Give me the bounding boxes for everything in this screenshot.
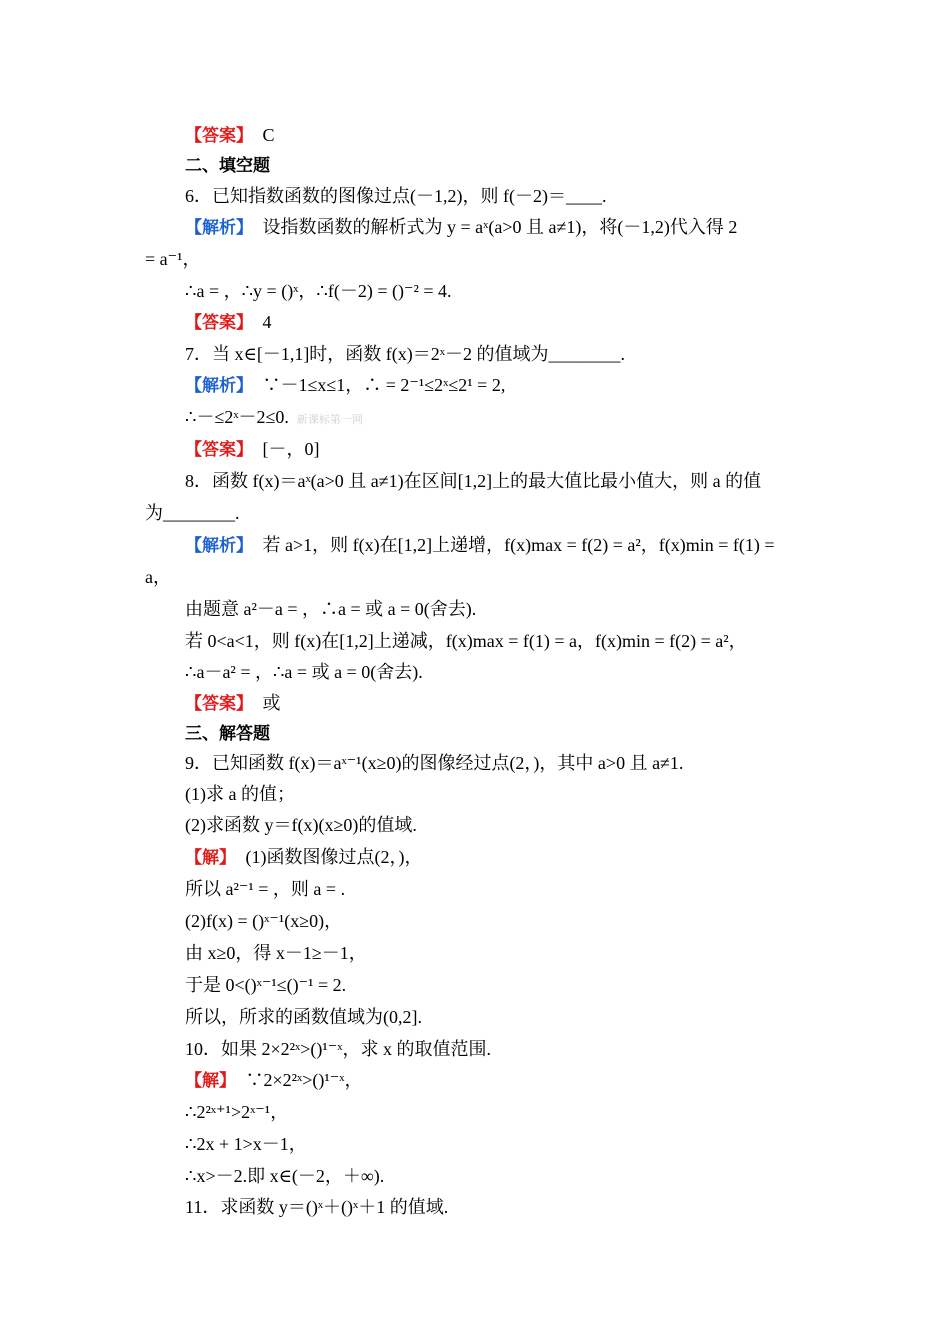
text-line	[185, 973, 950, 997]
line-text: ∴－≤2ˣ－2≤0.	[185, 407, 289, 427]
line-text: ∴a－a² = ，∴a = 或 a = 0(舍去).	[185, 662, 423, 682]
text-line	[185, 597, 950, 621]
text-line	[185, 909, 950, 933]
text-line	[185, 533, 950, 558]
text-line	[185, 279, 950, 303]
text-line	[185, 691, 950, 716]
analysis-tag: 【解析】	[185, 218, 245, 238]
section-heading: 三、解答题	[185, 724, 270, 744]
line-text: 由题意 a²－a = ，∴a = 或 a = 0(舍去).	[185, 599, 477, 619]
line-text: 为________.	[145, 503, 240, 523]
watermark: 新课标第一网	[296, 414, 363, 426]
text-line	[185, 941, 950, 965]
line-text: (1)函数图像过点(2，)，	[227, 847, 423, 867]
line-text: ∵－1≤x≤1，∴ = 2⁻¹≤2ˣ≤2¹ = 2,	[244, 375, 506, 395]
text-line	[185, 373, 950, 398]
answer-tag: 【解】	[185, 1071, 228, 1091]
section-heading: 二、填空题	[185, 156, 270, 176]
text-line	[185, 751, 950, 775]
line-text: 或	[244, 693, 281, 713]
text-line	[185, 629, 950, 653]
text-line	[185, 1195, 950, 1219]
text-line	[185, 1005, 950, 1029]
text-line	[185, 782, 950, 806]
line-text: C	[244, 125, 275, 145]
line-text: 所以，所求的函数值域为(0,2].	[185, 1007, 422, 1027]
analysis-tag: 【解析】	[185, 376, 245, 396]
analysis-tag: 【解析】	[185, 536, 245, 556]
text-line	[185, 813, 950, 837]
line-text: 11．求函数 y＝()ˣ＋()ˣ＋1 的值域.	[185, 1197, 449, 1217]
text-line	[185, 845, 950, 870]
line-text: 8．函数 f(x)＝aˣ(a>0 且 a≠1)在区间[1,2]上的最大值比最小值大，则 a 的值	[185, 471, 762, 491]
text-line	[185, 437, 950, 462]
line-text: ∴a = ，∴y = ()ˣ，∴f(－2) = ()⁻² = 4.	[185, 281, 452, 301]
text-line	[185, 1037, 950, 1061]
text-line	[185, 1164, 950, 1188]
line-text: a，	[145, 567, 171, 587]
line-text: 设指数函数的解析式为 y = aˣ(a>0 且 a≠1)，将(－1,2)代入得 2	[244, 217, 738, 237]
line-text: 4	[244, 312, 272, 332]
text-line	[185, 310, 950, 335]
line-text: ∴x>－2.即 x∈(－2，＋∞).	[185, 1166, 385, 1186]
line-text: 7．当 x∈[－1,1]时，函数 f(x)＝2ˣ－2 的值域为________.	[185, 344, 625, 364]
text-line	[185, 721, 950, 746]
line-text: (2)f(x) = ()ˣ⁻¹(x≥0)，	[185, 911, 343, 931]
text-line	[185, 1100, 950, 1124]
line-text: 若 0<a<1，则 f(x)在[1,2]上递减，f(x)max = f(1) = a，f(x)min = f(2) = a²，	[185, 631, 747, 651]
line-text: 由 x≥0，得 x－1≥－1，	[185, 943, 367, 963]
text-line	[145, 501, 950, 525]
answer-tag: 【答案】	[185, 440, 245, 460]
line-text: 6．已知指数函数的图像过点(－1,2)，则 f(－2)＝____.	[185, 186, 607, 206]
line-text: (1)求 a 的值；	[185, 784, 295, 804]
line-text: = a⁻¹，	[145, 249, 201, 269]
line-text: [－，0]	[244, 439, 320, 459]
text-line	[185, 469, 950, 493]
line-text: 10．如果 2×2²ˣ>()¹⁻ˣ，求 x 的取值范围.	[185, 1039, 491, 1059]
text-line	[185, 123, 950, 148]
answer-tag: 【解】	[185, 848, 228, 868]
text-line	[185, 660, 950, 684]
answer-tag: 【答案】	[185, 126, 245, 146]
text-line	[185, 184, 950, 208]
line-text: 9．已知函数 f(x)＝aˣ⁻¹(x≥0)的图像经过点(2，)，其中 a>0 且 a≠1.	[185, 753, 684, 773]
answer-tag: 【答案】	[185, 313, 245, 333]
text-line	[145, 565, 950, 589]
line-text: 于是 0<()ˣ⁻¹≤()⁻¹ = 2.	[185, 975, 347, 995]
text-line	[185, 215, 950, 240]
text-line	[185, 1068, 950, 1093]
line-text: ∴2x + 1>x－1，	[185, 1134, 307, 1154]
line-text: (2)求函数 y＝f(x)(x≥0)的值域.	[185, 815, 417, 835]
text-line	[185, 342, 950, 366]
text-line	[185, 405, 950, 432]
answer-tag: 【答案】	[185, 694, 245, 714]
text-line	[145, 247, 950, 271]
text-line	[185, 1132, 950, 1156]
line-text: ∵2×2²ˣ>()¹⁻ˣ，	[227, 1070, 363, 1090]
text-line	[185, 877, 950, 901]
text-line	[185, 153, 950, 178]
line-text: ∴2²ˣ⁺¹>2ˣ⁻¹，	[185, 1102, 289, 1122]
line-text: 若 a>1，则 f(x)在[1,2]上递增，f(x)max = f(2) = a²，f(x)min = f(1) =	[244, 535, 775, 555]
line-text: 所以 a²⁻¹ = ，则 a = .	[185, 879, 346, 899]
